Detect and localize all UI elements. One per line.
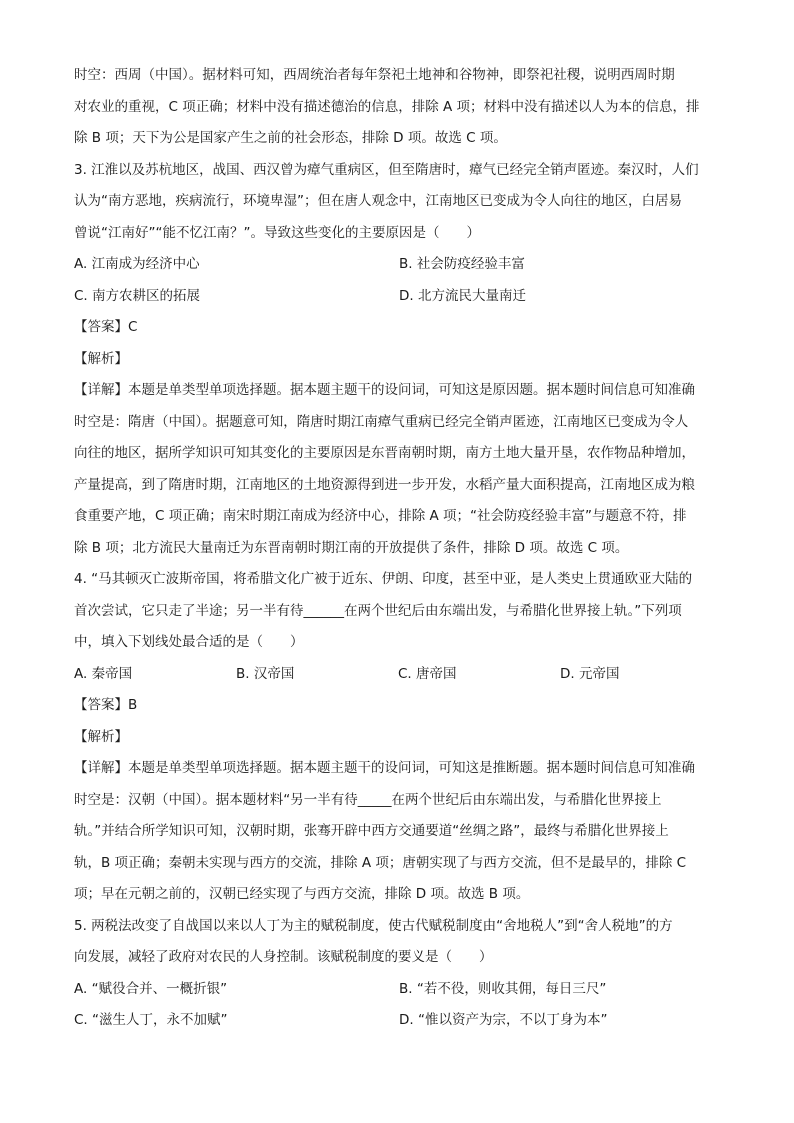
question-3-option-c: C. 南方农耕区的拓展 (74, 287, 201, 304)
question-4-stem: 4. “马其顿灭亡波斯帝国，将希腊文化广被于近东、伊朗、印度，甚至中亚，是人类史上贯通欧亚大陆的 (74, 571, 693, 587)
question-5-options-row (74, 974, 724, 1006)
question-3-answer: 【答案】C (74, 319, 138, 335)
question-3-stem: 3. 江淮以及苏杭地区，战国、西汉曾为瘴气重病区，但至隋唐时，瘴气已经完全销声匿迹。秦汉时，人们 (74, 161, 699, 178)
question-3-detail: 食重要产地，C 项正确；南宋时期江南成为经济中心，排除 A 项；“社会防疫经验丰富”与题意不符，排 (74, 508, 687, 524)
question-5-option-c: C. “滋生人丁，永不加赋” (74, 1012, 228, 1028)
question-3-detail: 产量提高，到了隋唐时期，江南地区的土地资源得到进一步开发，水稻产量大面积提高，江南地区成为粮 (74, 476, 695, 493)
question-5-option-a: A. “赋役合并、一概折银” (74, 980, 228, 997)
question-3-analysis-label: 【解析】 (74, 350, 128, 367)
question-3-options-row (74, 281, 724, 313)
question-3-option-a: A. 江南成为经济中心 (74, 256, 200, 272)
text-line: 除 B 项；天下为公是国家产生之前的社会形态，排除 D 项。故选 C 项。 (74, 130, 507, 146)
question-4-detail: 时空是：汉朝（中国）。据本题材料“另一半有待_____在两个世纪后由东端出发，与希腊化世界接上 (74, 791, 662, 808)
question-3-options-row (74, 249, 724, 281)
question-4-option-d: D. 元帝国 (560, 665, 620, 682)
question-4-option-c: C. 唐帝国 (398, 665, 457, 682)
question-3-detail: 除 B 项；北方流民大量南迁为东晋南朝时期江南的开放提供了条件，排除 D 项。故选 C 项。 (74, 539, 629, 556)
question-4-detail: 【详解】本题是单类型单项选择题。据本题主题干的设问词，可知这是推断题。据本题时间信息可知准确 (74, 760, 695, 776)
question-5-options-row (74, 1005, 724, 1037)
question-5-stem: 5. 两税法改变了自战国以来以人丁为主的赋税制度，使古代赋税制度由“舍地税人”到“舍人税地”的方 (74, 917, 673, 934)
text-line: 对农业的重视，C 项正确；材料中没有描述德治的信息，排除 A 项；材料中没有描述以人为本的信息，排 (74, 98, 700, 115)
question-4-detail: 轨，B 项正确；秦朝未实现与西方的交流，排除 A 项；唐朝实现了与西方交流，但不是最早的，排除 C (74, 854, 687, 871)
question-4-options-row (74, 659, 724, 691)
question-4-detail: 项；早在元朝之前的，汉朝已经实现了与西方交流，排除 D 项。故选 B 项。 (74, 886, 530, 902)
question-4-analysis-label: 【解析】 (74, 728, 128, 745)
question-4-answer: 【答案】B (74, 697, 138, 713)
question-3-stem: 曾说“江南好”“能不忆江南？”。导致这些变化的主要原因是（ ） (74, 224, 480, 241)
question-3-detail: 向往的地区，据所学知识可知其变化的主要原因是东晋南朝时期，南方土地大量开垦，农作物品种增加， (74, 445, 695, 461)
question-5-option-d: D. “惟以资产为宗，不以丁身为本” (399, 1012, 608, 1028)
question-5-option-b: B. “若不役，则收其佣，每日三尺” (399, 980, 607, 997)
question-4-detail: 轨。”并结合所学知识可知，汉朝时期，张骞开辟中西方交通要道“丝绸之路”，最终与希腊化世界接上 (74, 823, 669, 839)
question-3-detail: 【详解】本题是单类型单项选择题。据本题主题干的设问词，可知这是原因题。据本题时间信息可知准确 (74, 382, 695, 398)
question-3-stem: 认为“南方恶地，疾病流行，环境卑湿”；但在唐人观念中，江南地区已变成为令人向往的地区，白居易 (74, 193, 682, 209)
text-line: 时空：西周（中国）。据材料可知，西周统治者每年祭祀土地神和谷物神，即祭祀社稷，说明西周时期 (74, 67, 675, 83)
question-4-option-a: A. 秦帝国 (74, 665, 133, 682)
question-3-option-b: B. 社会防疫经验丰富 (399, 256, 525, 272)
question-4-stem: 中，填入下划线处最合适的是（ ） (74, 634, 304, 650)
question-3-option-d: D. 北方流民大量南迁 (399, 287, 526, 304)
question-4-stem: 首次尝试，它只走了半途；另一半有待______在两个世纪后由东端出发，与希腊化世界接上轨。”下列项 (74, 602, 682, 619)
document-content (74, 60, 724, 1037)
question-5-stem: 向发展，减轻了政府对农民的人身控制。该赋税制度的要义是（ ） (74, 949, 493, 965)
question-3-detail: 时空是：隋唐（中国）。据题意可知，隋唐时期江南瘴气重病已经完全销声匿迹，江南地区已变成为令人 (74, 413, 689, 430)
question-4-option-b: B. 汉帝国 (236, 665, 295, 682)
